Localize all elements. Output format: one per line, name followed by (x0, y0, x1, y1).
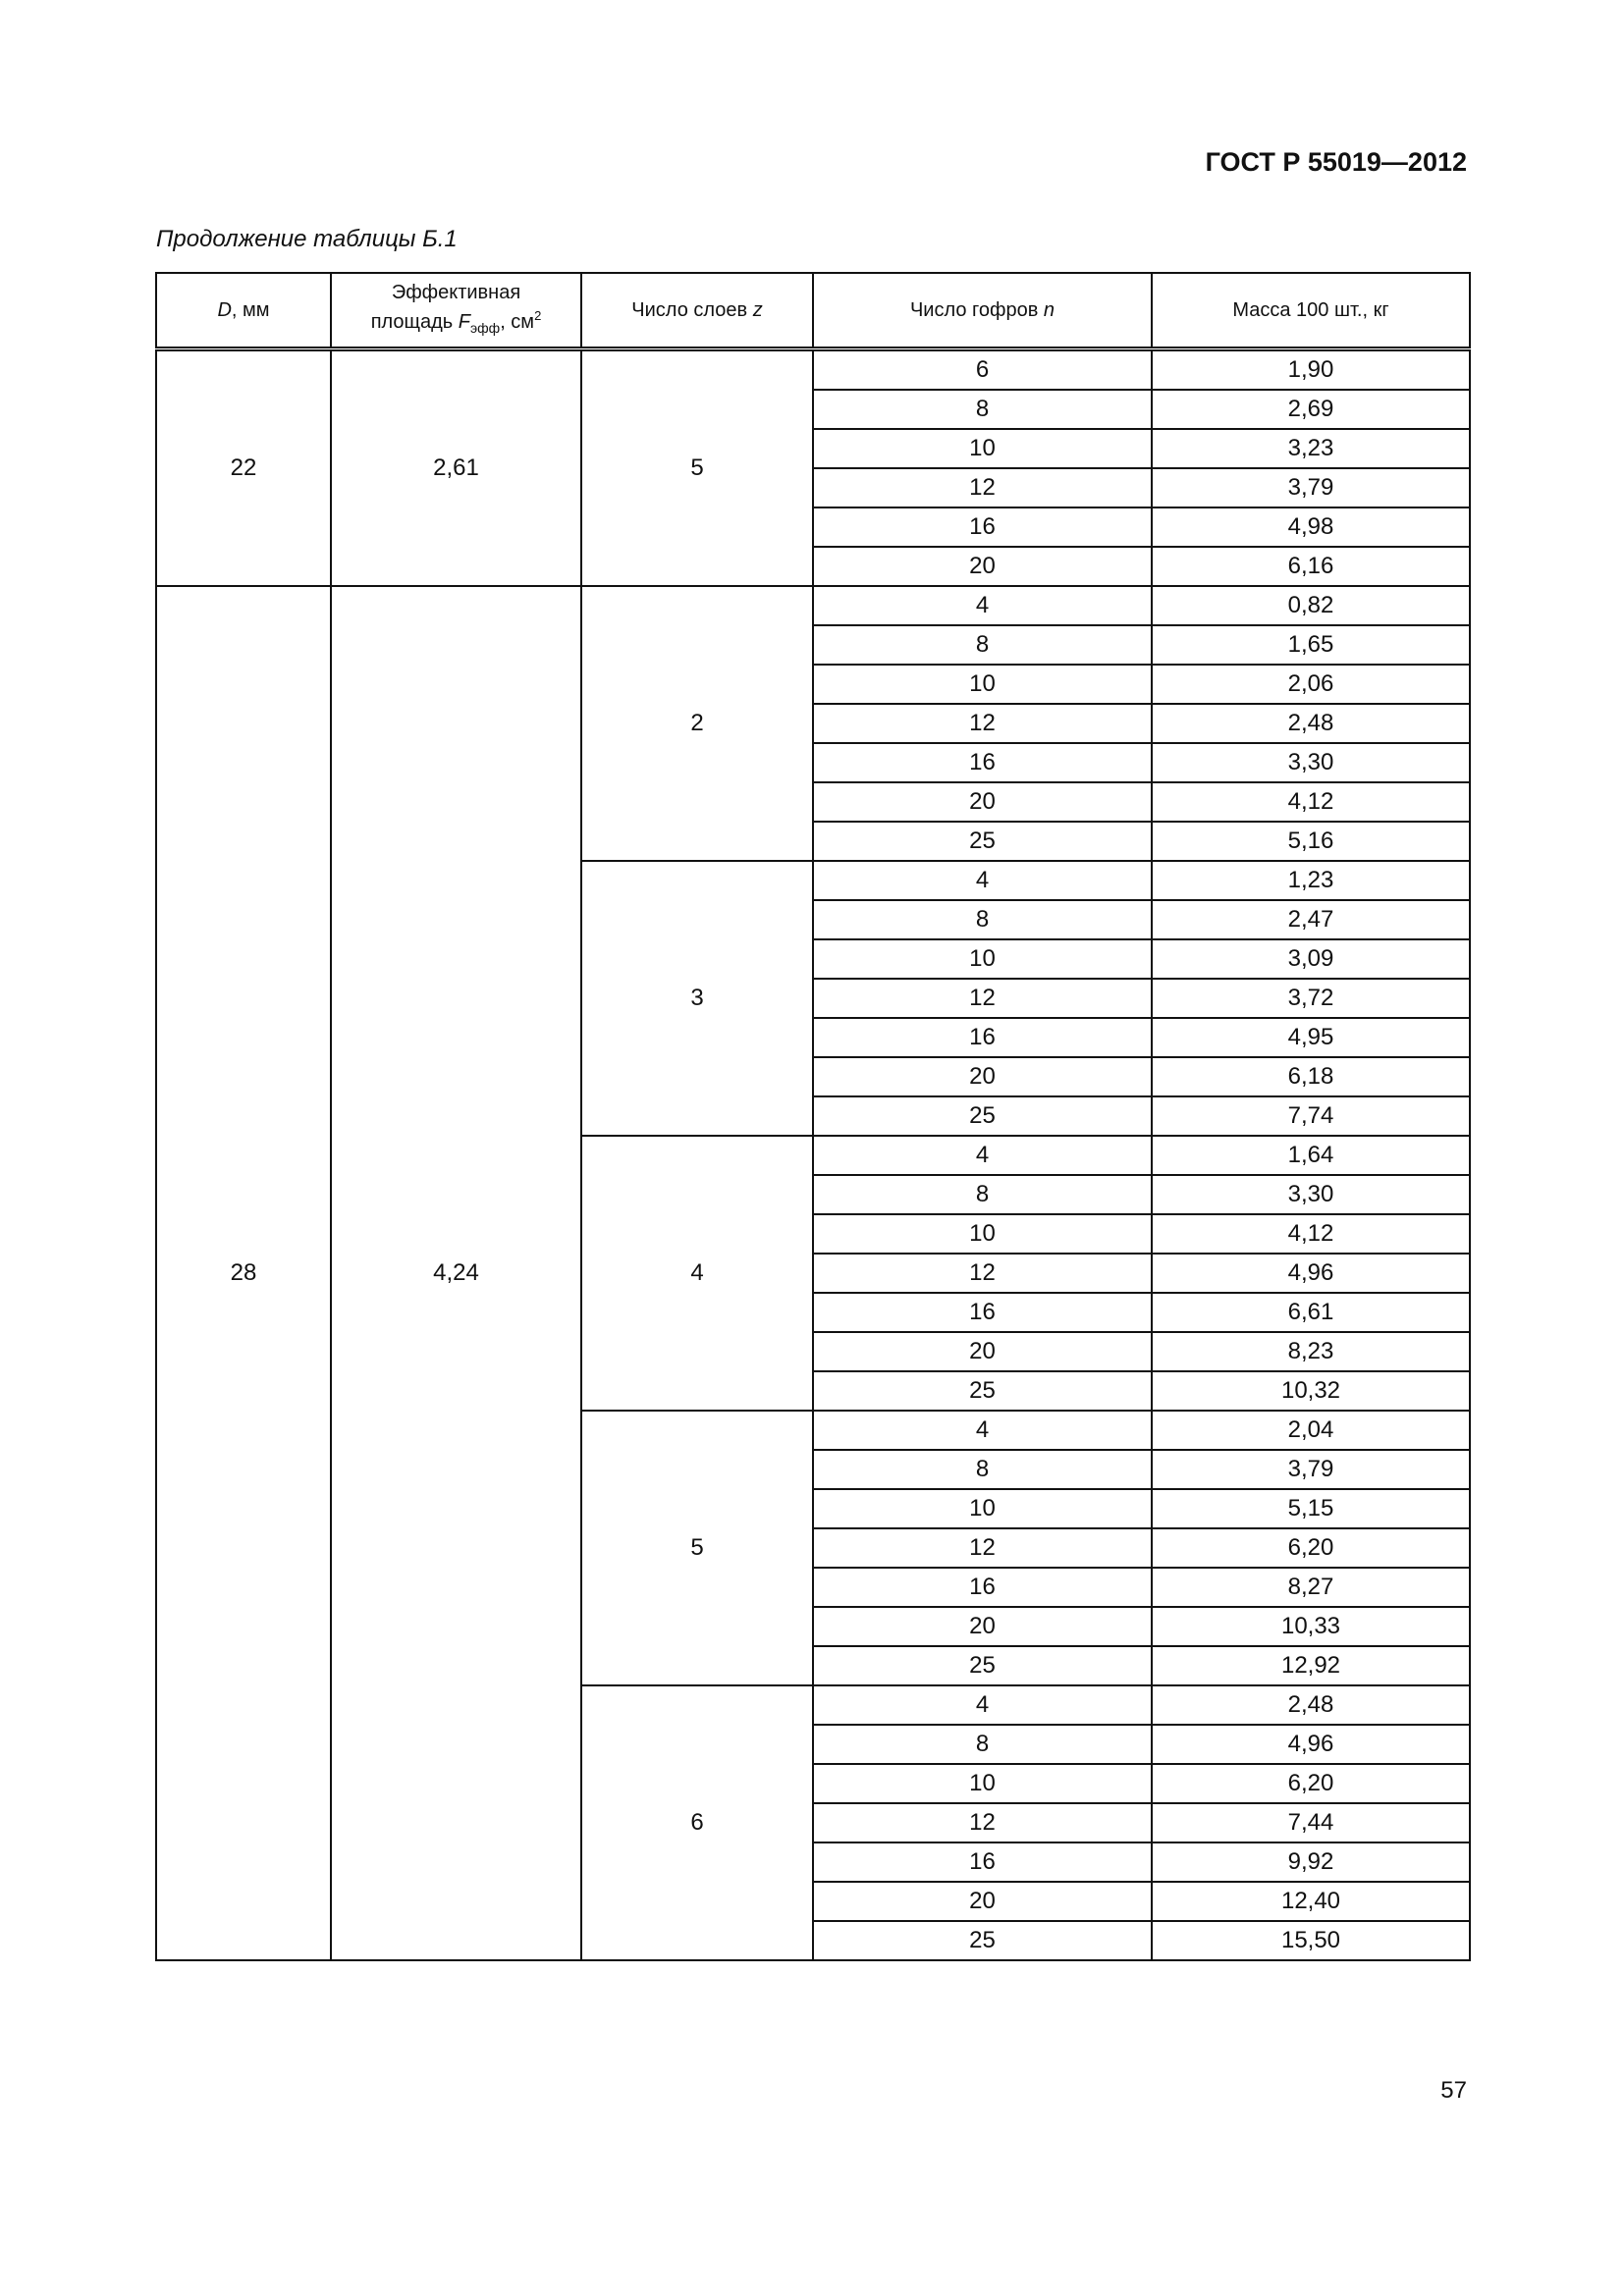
column-header-diameter: D, мм (156, 273, 331, 349)
cell-mass: 2,48 (1152, 704, 1470, 743)
cell-corrugations: 20 (813, 1057, 1152, 1096)
cell-corrugations: 16 (813, 1293, 1152, 1332)
cell-mass: 10,32 (1152, 1371, 1470, 1411)
cell-diameter: 22 (156, 349, 331, 587)
cell-corrugations: 12 (813, 1528, 1152, 1568)
cell-corrugations: 10 (813, 1489, 1152, 1528)
cell-corrugations: 12 (813, 1254, 1152, 1293)
table-body (156, 349, 1470, 1961)
cell-corrugations: 25 (813, 1646, 1152, 1685)
cell-mass: 15,50 (1152, 1921, 1470, 1960)
cell-corrugations: 8 (813, 1175, 1152, 1214)
cell-mass: 10,33 (1152, 1607, 1470, 1646)
cell-corrugations: 8 (813, 1725, 1152, 1764)
cell-mass: 4,96 (1152, 1725, 1470, 1764)
cell-corrugations: 20 (813, 1882, 1152, 1921)
cell-mass: 4,12 (1152, 1214, 1470, 1254)
cell-mass: 3,09 (1152, 939, 1470, 979)
table-caption: Продолжение таблицы Б.1 (156, 226, 458, 252)
cell-corrugations: 12 (813, 979, 1152, 1018)
cell-mass: 2,69 (1152, 390, 1470, 429)
cell-mass: 3,23 (1152, 429, 1470, 468)
cell-area: 4,24 (331, 586, 581, 1960)
cell-corrugations: 8 (813, 900, 1152, 939)
cell-layers: 4 (581, 1136, 813, 1411)
cell-mass: 4,98 (1152, 507, 1470, 547)
cell-mass: 6,16 (1152, 547, 1470, 586)
cell-mass: 1,65 (1152, 625, 1470, 665)
cell-corrugations: 6 (813, 349, 1152, 391)
cell-mass: 8,27 (1152, 1568, 1470, 1607)
cell-corrugations: 4 (813, 1136, 1152, 1175)
cell-corrugations: 16 (813, 743, 1152, 782)
column-header-mass: Масса 100 шт., кг (1152, 273, 1470, 349)
cell-mass: 7,74 (1152, 1096, 1470, 1136)
cell-corrugations: 4 (813, 586, 1152, 625)
cell-corrugations: 8 (813, 1450, 1152, 1489)
page-number: 57 (1440, 2077, 1467, 2104)
cell-mass: 4,12 (1152, 782, 1470, 822)
cell-corrugations: 25 (813, 822, 1152, 861)
column-header-corrugations: Число гофров n (813, 273, 1152, 349)
cell-corrugations: 20 (813, 782, 1152, 822)
cell-corrugations: 10 (813, 665, 1152, 704)
cell-mass: 2,04 (1152, 1411, 1470, 1450)
cell-mass: 2,48 (1152, 1685, 1470, 1725)
cell-mass: 12,92 (1152, 1646, 1470, 1685)
cell-corrugations: 16 (813, 1568, 1152, 1607)
cell-corrugations: 10 (813, 1764, 1152, 1803)
cell-mass: 1,23 (1152, 861, 1470, 900)
document-code: ГОСТ Р 55019—2012 (1205, 147, 1467, 177)
cell-mass: 2,47 (1152, 900, 1470, 939)
cell-layers: 6 (581, 1685, 813, 1960)
cell-layers: 5 (581, 1411, 813, 1685)
cell-mass: 4,95 (1152, 1018, 1470, 1057)
cell-mass: 6,20 (1152, 1764, 1470, 1803)
table-header (156, 273, 1470, 349)
cell-corrugations: 10 (813, 429, 1152, 468)
cell-corrugations: 16 (813, 507, 1152, 547)
cell-corrugations: 4 (813, 1411, 1152, 1450)
cell-corrugations: 25 (813, 1921, 1152, 1960)
data-table (155, 272, 1471, 1961)
column-header-area: Эффективная площадь $F_{эфф}$, $см^2$ (331, 273, 581, 349)
cell-mass: 1,90 (1152, 349, 1470, 391)
cell-corrugations: 20 (813, 1607, 1152, 1646)
table-row (156, 586, 1470, 625)
cell-mass: 12,40 (1152, 1882, 1470, 1921)
cell-mass: 9,92 (1152, 1842, 1470, 1882)
cell-corrugations: 8 (813, 390, 1152, 429)
cell-corrugations: 10 (813, 1214, 1152, 1254)
cell-corrugations: 25 (813, 1096, 1152, 1136)
cell-mass: 3,79 (1152, 468, 1470, 507)
cell-mass: 6,61 (1152, 1293, 1470, 1332)
cell-mass: 5,15 (1152, 1489, 1470, 1528)
cell-mass: 5,16 (1152, 822, 1470, 861)
cell-layers: 3 (581, 861, 813, 1136)
cell-corrugations: 4 (813, 861, 1152, 900)
cell-corrugations: 20 (813, 547, 1152, 586)
cell-mass: 8,23 (1152, 1332, 1470, 1371)
cell-corrugations: 20 (813, 1332, 1152, 1371)
cell-layers: 5 (581, 349, 813, 587)
cell-corrugations: 12 (813, 1803, 1152, 1842)
cell-mass: 6,20 (1152, 1528, 1470, 1568)
cell-mass: 3,79 (1152, 1450, 1470, 1489)
cell-mass: 3,30 (1152, 1175, 1470, 1214)
cell-corrugations: 10 (813, 939, 1152, 979)
cell-corrugations: 4 (813, 1685, 1152, 1725)
cell-mass: 6,18 (1152, 1057, 1470, 1096)
cell-mass: 0,82 (1152, 586, 1470, 625)
cell-mass: 3,30 (1152, 743, 1470, 782)
cell-mass: 4,96 (1152, 1254, 1470, 1293)
cell-mass: 2,06 (1152, 665, 1470, 704)
cell-diameter: 28 (156, 586, 331, 1960)
column-header-layers: Число слоев z (581, 273, 813, 349)
table-row (156, 349, 1470, 391)
cell-mass: 3,72 (1152, 979, 1470, 1018)
cell-corrugations: 8 (813, 625, 1152, 665)
cell-layers: 2 (581, 586, 813, 861)
cell-corrugations: 25 (813, 1371, 1152, 1411)
cell-corrugations: 12 (813, 704, 1152, 743)
cell-mass: 1,64 (1152, 1136, 1470, 1175)
cell-mass: 7,44 (1152, 1803, 1470, 1842)
cell-corrugations: 16 (813, 1018, 1152, 1057)
cell-area: 2,61 (331, 349, 581, 587)
cell-corrugations: 12 (813, 468, 1152, 507)
cell-corrugations: 16 (813, 1842, 1152, 1882)
